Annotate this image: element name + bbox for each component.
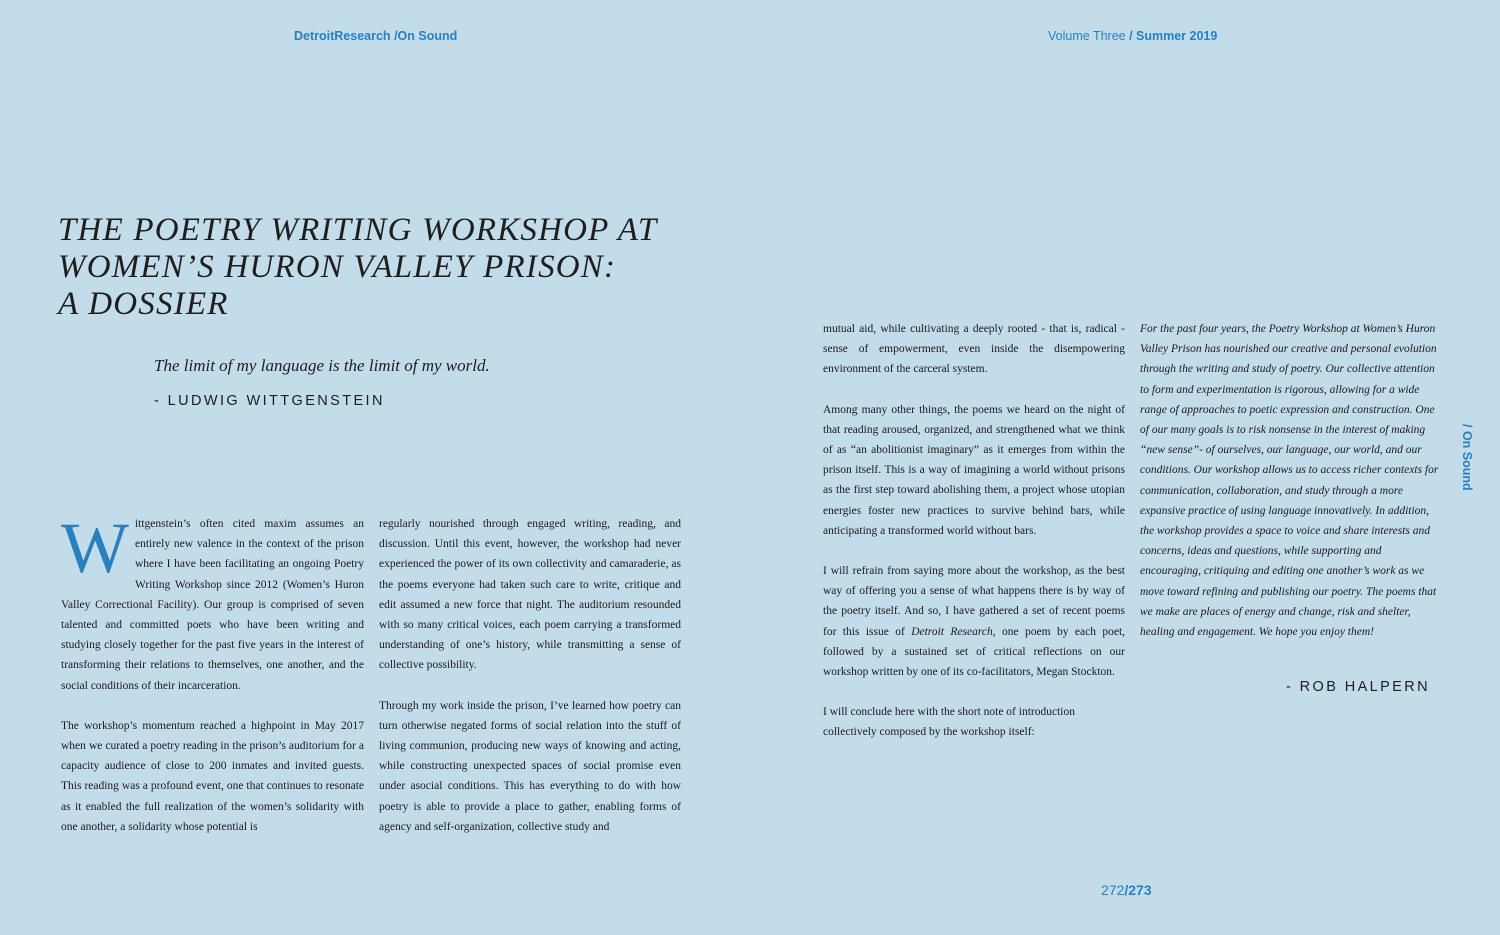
- publication-title-emphasis: Detroit Research: [911, 625, 993, 638]
- body-paragraph: [61, 508, 364, 696]
- body-paragraph: [823, 561, 1125, 682]
- title-line-2: WOMEN’S HURON VALLEY PRISON:: [58, 249, 617, 285]
- running-header-left: [294, 29, 457, 43]
- page-number-left: 272: [1101, 882, 1125, 898]
- epigraph-attribution: - LUDWIG WITTGENSTEIN: [154, 393, 385, 409]
- page-numbers: [1101, 882, 1152, 898]
- title-line-3: A DOSSIER: [58, 286, 229, 322]
- body-paragraph: Through my work inside the prison, I’ve learned how poetry can turn otherwise negated forms of social relation into the stuff of living communion, producing new ways of knowing and acting, while constructing unexpected spaces of social promise even under asocial conditions. This has everything to do with how poetry is able to provide a place to gather, enabling forms of agency and self-organization, collective study and: [379, 699, 681, 833]
- body-paragraph: Among many other things, the poems we heard on the night of that reading aroused, organized, and strengthened what we think of as “an abolitionist imaginary” as it emerges from within the prison itself. This is a way of imagining a world without prisons as the first step toward abolishing them, a project whose utopian energies foster new practices to survive behind bars, while anticipating a transformed world without bars.: [823, 403, 1125, 537]
- header-separator: /: [1125, 29, 1137, 43]
- workshop-statement-column: [1140, 319, 1440, 642]
- body-paragraph: mutual aid, while cultivating a deeply rooted - that is, radical - sense of empowerment, even inside the disempowering environment of the carceral system.: [823, 323, 1125, 376]
- volume-label: Volume Three: [1048, 29, 1126, 43]
- issue-label: Summer 2019: [1136, 29, 1218, 43]
- page-number-separator: /: [1124, 882, 1129, 898]
- section-name: /On Sound: [394, 29, 458, 43]
- closing-attribution: - ROB HALPERN: [1286, 679, 1430, 695]
- epigraph-quote: The limit of my language is the limit of my world.: [154, 356, 490, 375]
- body-paragraph: The workshop’s momentum reached a highpoint in May 2017 when we curated a poetry reading in the prison’s auditorium for a capacity audience of close to 200 inmates and invited guests. This reading was a profound event, one that continues to resonate as it enabled the full realization of the women’s solidarity with one another, a solidarity whose potential is: [61, 719, 364, 833]
- running-header-right: [1048, 29, 1217, 43]
- workshop-statement: For the past four years, the Poetry Workshop at Women’s Huron Valley Prison has nourished our creative and personal evolution through the writing and study of poetry. Our collective attention to form and experimentation is rigorous, allowing for a wide range of approaches to poetic expression and construction. One of our many goals is to risk nonsense in the interest of making “new sense”- of ourselves, our language, our world, and our conditions. Our workshop allows us to access richer contexts for communication, collaboration, and study through a more expansive practice of using language innovatively. In addition, the workshop provides a space to voice and share interests and concerns, ideas and questions, while supporting and encouraging, critiquing and editing one another’s work as we move toward refining and publishing our poetry. The poems that we make are places of energy and change, risk and shelter, healing and engagement. We hope you enjoy them!: [1140, 323, 1439, 639]
- page-number-right: 273: [1128, 882, 1152, 898]
- body-column-3: [823, 319, 1125, 743]
- paragraph-text: ittgenstein’s often cited maxim assumes an entirely new valence in the context of the prison where I have been facilitating an ongoing Poetry Writing Workshop since 2012 (Women’s Huron Valley Correctional Facility). Our group is comprised of seven talented and committed poets who have been writing and studying closely together for the past five years in the interest of transforming their relations to themselves, one another, and the social conditions of their incarceration.: [61, 518, 364, 692]
- body-paragraph: regularly nourished through engaged writing, reading, and discussion. Until this event, however, the workshop had never experienced the power of its own collectivity and camaraderie, as the poems everyone had taken such care to write, critique and edit assumed a new force that night. The auditorium resounded with so many critical voices, each poem carrying a transformed understanding of one’s history, while transmitting a sense of collective possibility.: [379, 518, 681, 672]
- body-column-1: [61, 508, 364, 837]
- article-title: [58, 212, 718, 323]
- body-paragraph: I will conclude here with the short note of introduction collectively composed by the workshop itself:: [823, 706, 1075, 739]
- title-line-1: THE POETRY WRITING WORKSHOP AT: [58, 212, 658, 248]
- section-side-tab: / On Sound: [1460, 424, 1474, 491]
- body-column-2: [379, 514, 681, 837]
- drop-cap: W: [61, 508, 129, 588]
- publication-name: DetroitResearch: [294, 29, 391, 43]
- paragraph-text: , one poem by each poet, followed by a sustained set of critical reflections on our workshop written by one of its co-facilitators, Megan Stockton.: [823, 625, 1126, 679]
- paragraph-text: I will refrain from saying more about the workshop, as the best way of offering you a sense of what happens there is by way of the poetry itself. And so, I have gathered a set of recent poems for this issue of: [823, 565, 1125, 638]
